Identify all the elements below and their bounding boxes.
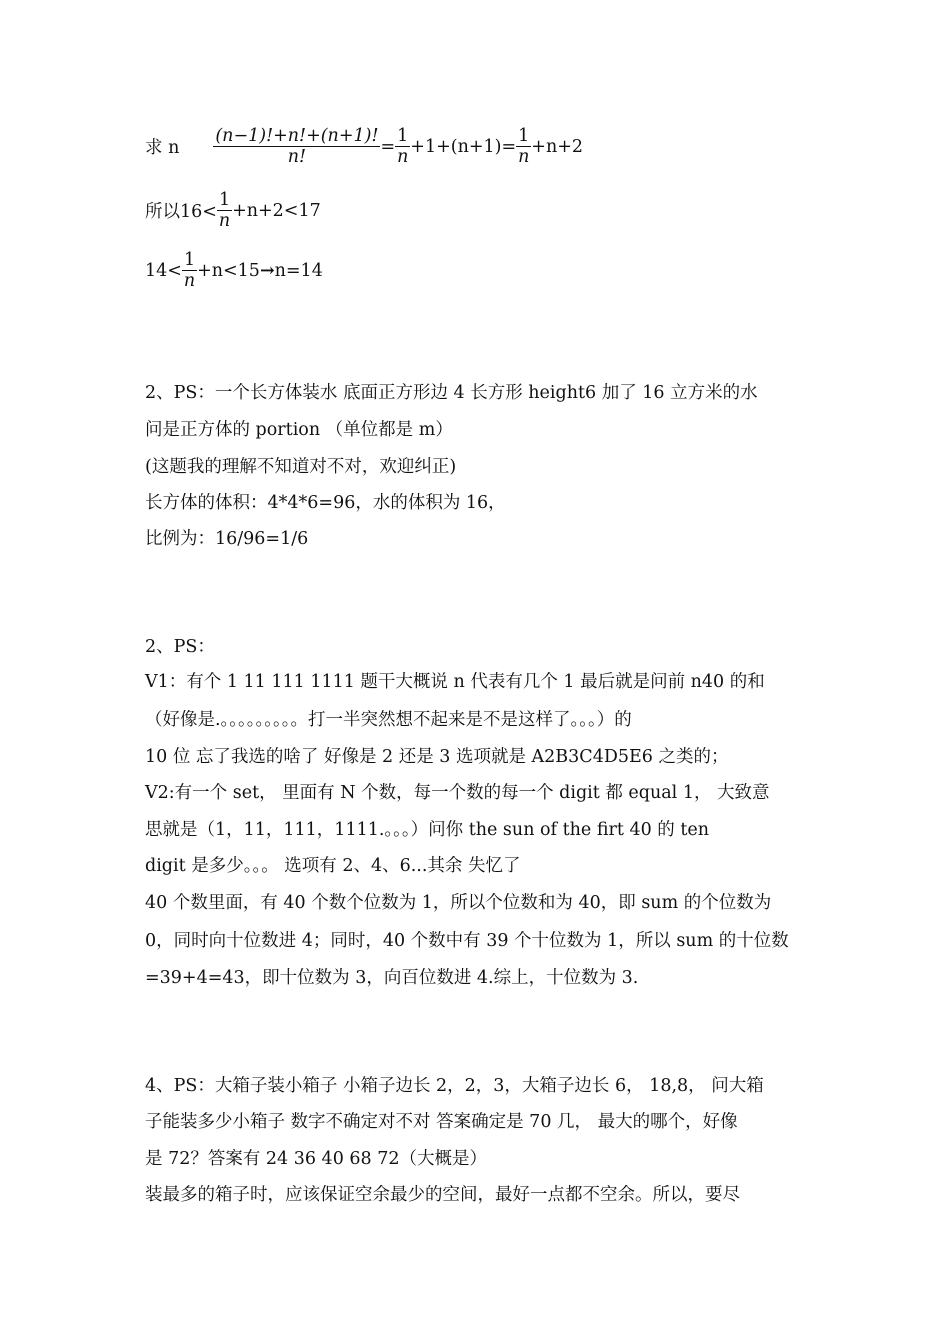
fraction-main (213, 126, 380, 167)
fraction-numerator: 1 (183, 250, 196, 270)
find-n-label: 求 n (145, 138, 180, 158)
q2b-line-3: （好像是.。。。。。。。。。打一半突然想不起来是不是这样了。。。）的 (145, 710, 632, 730)
q2a-line-2: 问是正方体的 portion （单位都是 m） (145, 420, 453, 440)
fraction-numerator: 1 (397, 126, 409, 146)
line3-result: n=14 (274, 260, 323, 281)
expression-tail-2: +n+2 (531, 136, 584, 157)
fraction-numerator: 1 (518, 126, 530, 146)
q2a-line-4: 长方体的体积：4*4*6=96，水的体积为 16， (145, 493, 506, 513)
q2b-line-5: V2:有一个 set， 里面有 N 个数，每一个数的每一个 digit 都 equal 1， 大致意 (145, 783, 770, 803)
q4-line-2: 子能装多少小箱子 数字不确定对不对 答案确定是 70 几， 最大的哪个，好像 (145, 1112, 738, 1132)
q2a-line-3: (这题我的理解不知道对不对，欢迎纠正) (145, 457, 457, 477)
line3-prefix: 14< (145, 260, 182, 281)
q2a-line-1: 2、PS：一个长方体装水 底面正方形边 4 长方形 height6 加了 16 立方米的水 (145, 383, 758, 403)
q4-line-4: 装最多的箱子时，应该保证空余最少的空间，最好一点都不空余。所以，要尽 (145, 1185, 740, 1205)
q2b-line-2: V1：有个 1 11 111 1111 题干大概说 n 代表有几个 1 最后就是问前 n40 的和 (145, 672, 765, 692)
fraction-one-over-n-d (182, 250, 197, 291)
q4-line-1: 4、PS：大箱子装小箱子 小箱子边长 2，2，3，大箱子边长 6， 18,8， 问大箱 (145, 1076, 764, 1096)
fraction-denominator: n (397, 147, 409, 167)
q2b-line-7: digit 是多少。。。 选项有 2、4、6...其余 失忆了 (145, 856, 521, 876)
math-line-2 (145, 190, 321, 231)
fraction-main-numerator: (n−1)!+n!+(n+1)! (215, 126, 379, 146)
arrow-icon: → (259, 260, 275, 281)
q2b-line-6: 思就是（1，11，111，1111.。。。）问你 the sun of the firt 40 的 ten (145, 820, 710, 840)
fraction-one-over-n-b (516, 126, 531, 167)
line3-suffix: +n<15 (197, 260, 260, 281)
fraction-denominator: n (183, 271, 196, 291)
q2a-line-5: 比例为：16/96=1/6 (145, 529, 309, 549)
expression-tail-1: +1+(n+1)= (410, 136, 517, 157)
equals-sign: = (380, 136, 396, 157)
math-line-1 (145, 126, 583, 167)
q2b-line-4: 10 位 忘了我选的啥了 好像是 2 还是 3 选项就是 A2B3C4D5E6 之类的； (145, 747, 729, 767)
q2b-line-9: 0，同时向十位数进 4；同时，40 个数中有 39 个十位数为 1，所以 sum 的十位数 (145, 931, 789, 951)
line2-suffix: +n+2<17 (232, 200, 321, 221)
q2b-line-10: =39+4=43，即十位数为 3，向百位数进 4.综上，十位数为 3. (145, 968, 639, 988)
fraction-one-over-n-a (395, 126, 410, 167)
q4-line-3: 是 72？答案有 24 36 40 68 72（大概是） (145, 1149, 487, 1169)
line2-prefix: 所以16< (145, 202, 217, 222)
fraction-numerator: 1 (218, 190, 231, 210)
fraction-main-denominator: n! (287, 147, 307, 167)
fraction-denominator: n (218, 211, 231, 231)
fraction-denominator: n (518, 147, 530, 167)
fraction-one-over-n-c (217, 190, 232, 231)
q2b-line-1: 2、PS： (145, 637, 215, 657)
math-line-3 (145, 250, 323, 291)
q2b-line-8: 40 个数里面，有 40 个数个位数为 1，所以个位数和为 40，即 sum 的个位数为 (145, 893, 772, 913)
